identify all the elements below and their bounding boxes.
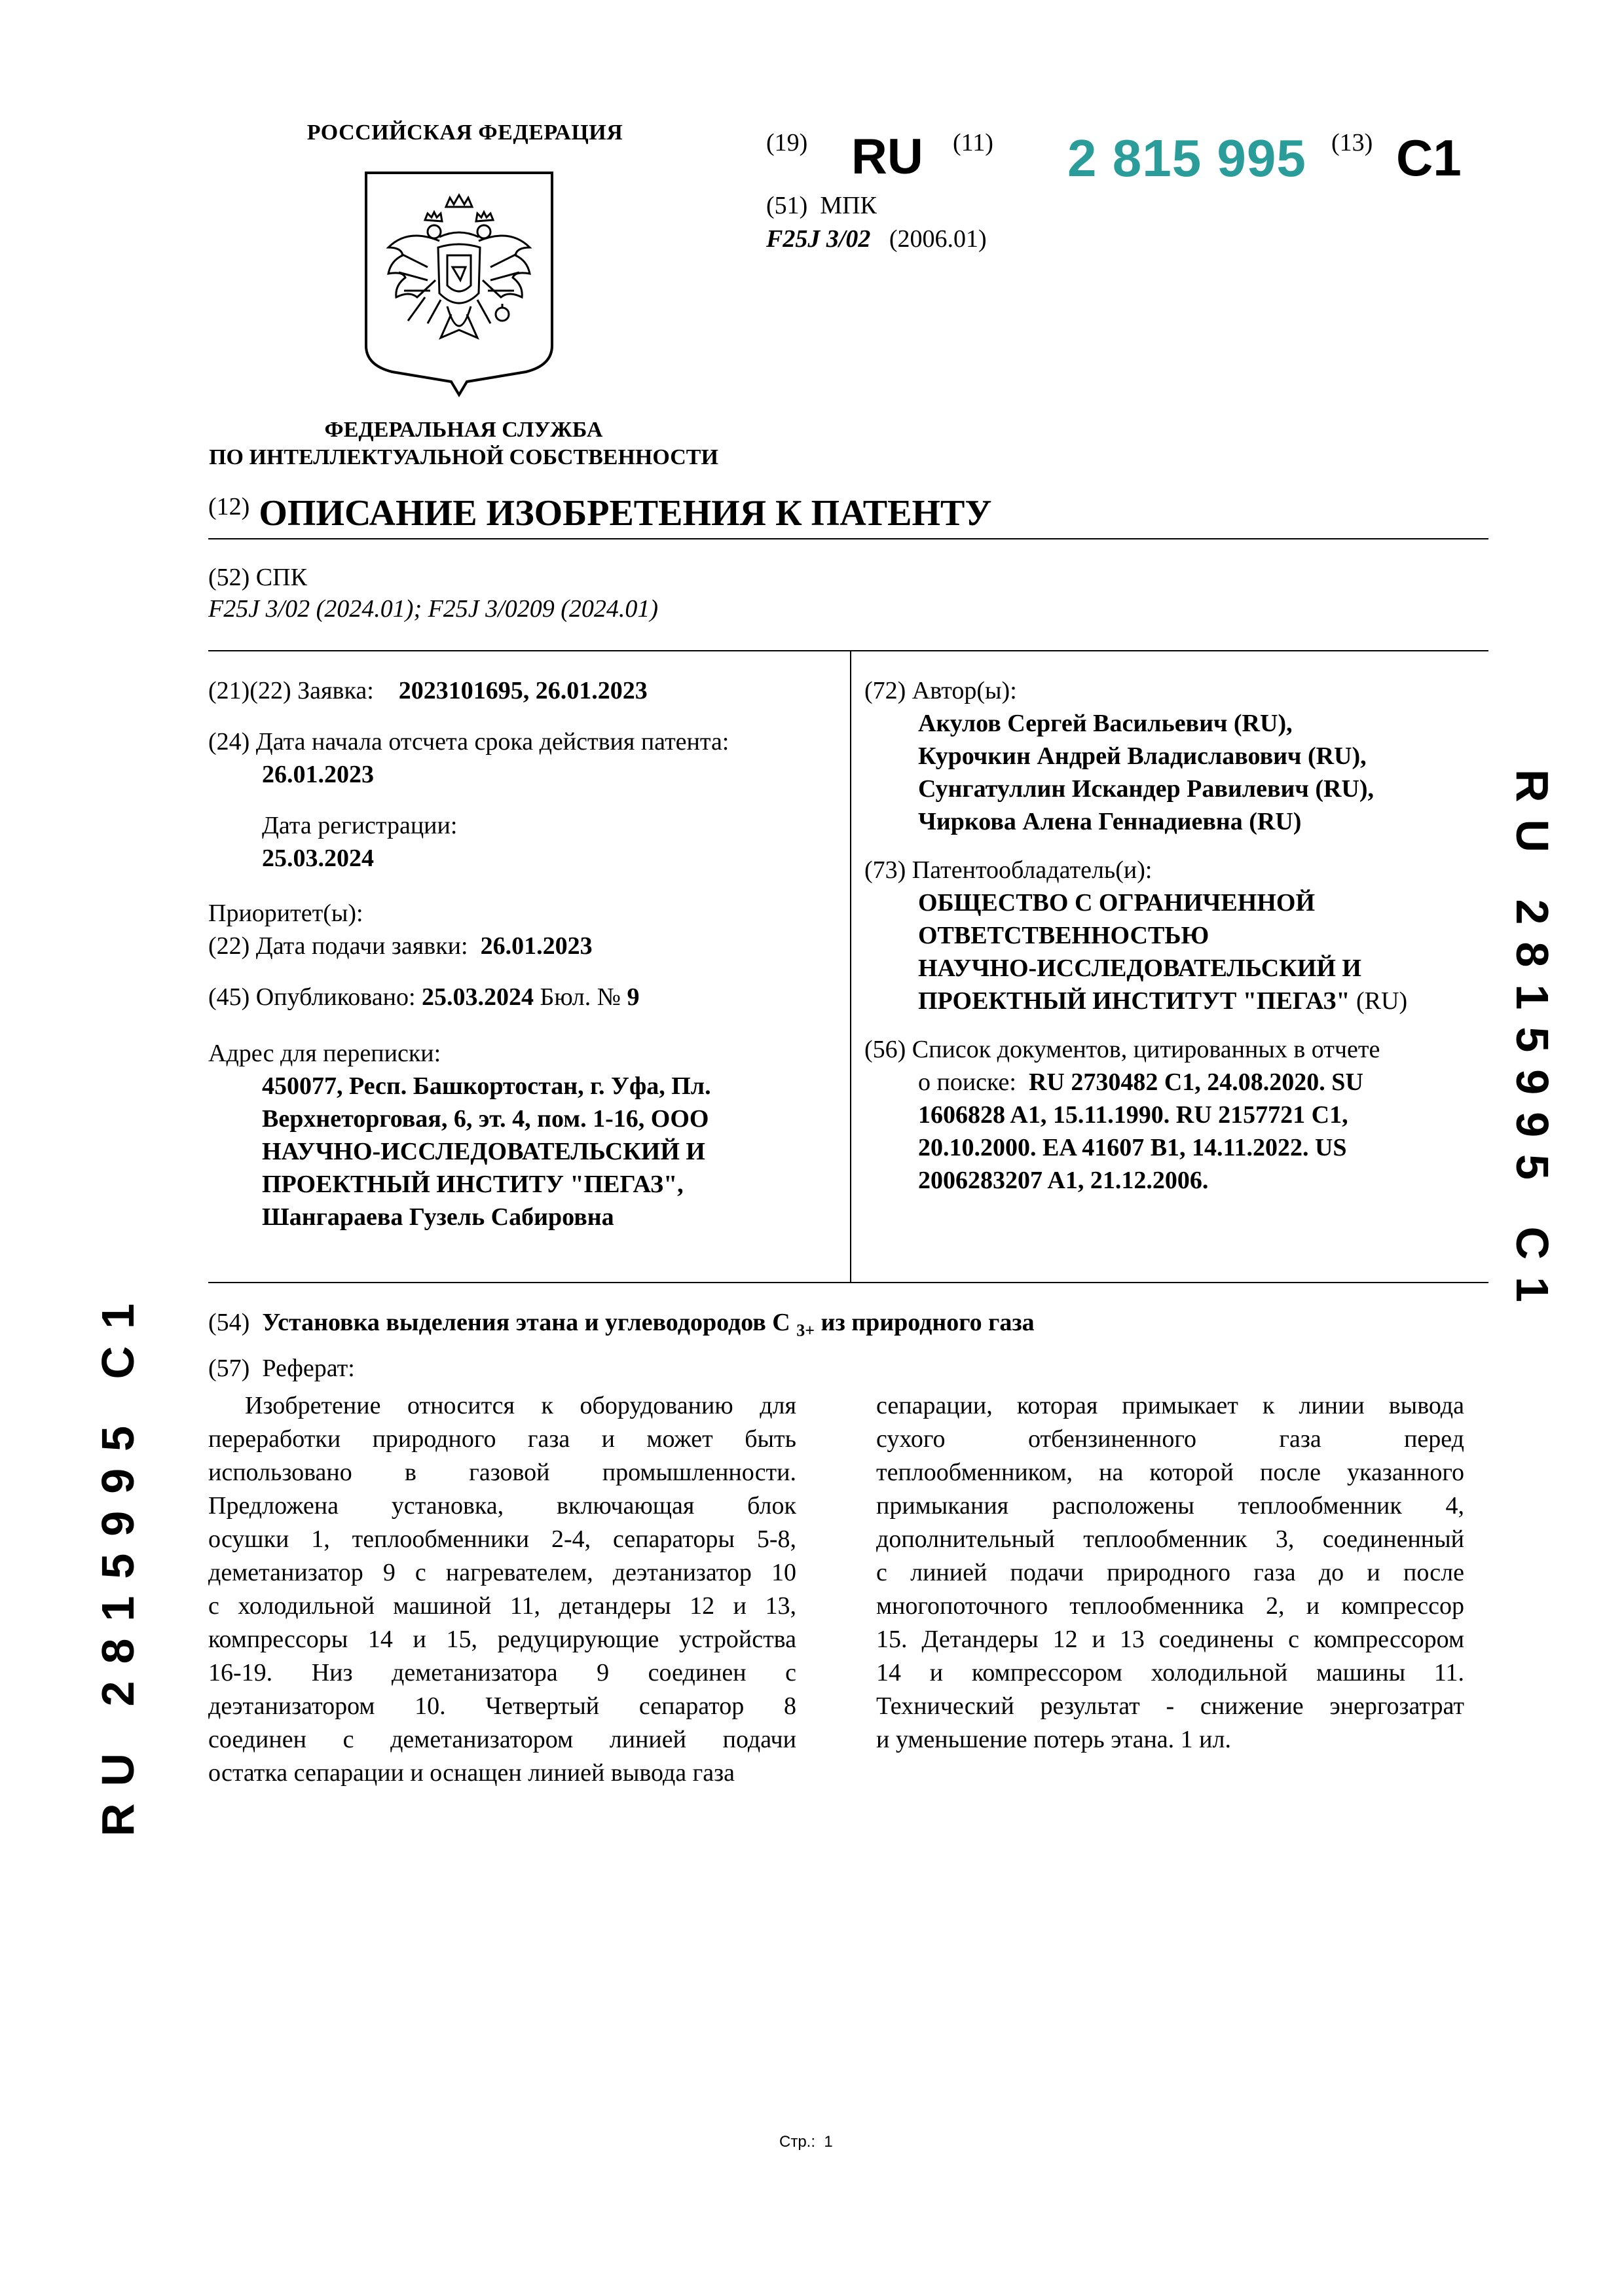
coat-of-arms-emblem	[362, 169, 556, 398]
ipc-version: (2006.01)	[889, 225, 987, 253]
ipc-classification	[766, 225, 987, 253]
doc-title: ОПИСАНИЕ ИЗОБРЕТЕНИЯ К ПАТЕНТУ	[259, 493, 992, 534]
agency-line-2: ПО ИНТЕЛЛЕКТУАЛЬНОЙ СОБСТВЕННОСТИ	[209, 445, 718, 469]
page-number: 1	[824, 2133, 833, 2151]
divider	[208, 538, 1488, 539]
abstract-label: Реферат:	[262, 1355, 355, 1382]
address-line: НАУЧНО-ИССЛЕДОВАТЕЛЬСКИЙ И	[262, 1138, 705, 1165]
abstract-line: сепарации, которая примыкает к линии вывода	[876, 1392, 1464, 1419]
application-value: 2023101695, 26.01.2023	[398, 677, 648, 704]
ipc-heading	[766, 191, 877, 220]
author: Чиркова Алена Геннадиевна (RU)	[918, 808, 1302, 835]
cited-line: 2006283207 A1, 21.12.2006.	[918, 1167, 1209, 1194]
owner-line: ПРОЕКТНЫЙ ИНСТИТУТ "ПЕГАЗ"	[918, 987, 1350, 1015]
document-type-title	[208, 492, 991, 534]
title-subscript: 3+	[796, 1321, 815, 1340]
patent-number: 2 815 995	[1067, 129, 1306, 187]
author: Сунгатуллин Искандер Равилевич (RU),	[918, 775, 1375, 803]
cited-line: 20.10.2000. EA 41607 B1, 14.11.2022. US	[918, 1134, 1347, 1161]
address-line: 450077, Респ. Башкортостан, г. Уфа, Пл.	[262, 1072, 711, 1100]
abstract-line: многопоточного теплообменника 2, и компрессор	[876, 1592, 1464, 1620]
country-code: RU	[851, 129, 923, 185]
address-label: Адрес для переписки:	[208, 1040, 441, 1067]
code-13: (13)	[1331, 129, 1373, 156]
author: Курочкин Андрей Владиславович (RU),	[918, 742, 1367, 770]
address-line: Шангараева Гузель Сабировна	[262, 1203, 614, 1231]
column-divider	[850, 650, 851, 1282]
bibliographic-right	[864, 674, 1486, 1215]
abstract-line: осушки 1, теплообменники 2-4, сепараторы 5-8,	[208, 1525, 796, 1553]
abstract-line: Изобретение относится к оборудованию для	[245, 1392, 796, 1419]
filing-label: (22) Дата подачи заявки:	[208, 932, 468, 960]
application-label: (21)(22) Заявка:	[208, 677, 374, 704]
side-patent-id-right: RU 2815995 C1	[1507, 769, 1558, 1319]
cited-line: 1606828 A1, 15.11.1990. RU 2157721 C1,	[918, 1101, 1348, 1129]
code-19: (19)	[766, 129, 808, 156]
abstract-line: и уменьшение потерь этана. 1 ил.	[876, 1726, 1231, 1753]
published-value: 25.03.2024	[422, 983, 534, 1011]
abstract-line: компрессоры 14 и 15, редуцирующие устройства	[208, 1626, 796, 1653]
abstract-line: остатка сепарации и оснащен линией вывода газа	[208, 1759, 735, 1787]
abstract-line: 14 и компрессором холодильной машины 11.	[876, 1659, 1464, 1686]
cpc-label: (52) СПК	[208, 564, 307, 591]
owner-country: (RU)	[1356, 987, 1408, 1015]
code-11: (11)	[953, 129, 993, 156]
title-text: Установка выделения этана и углеводородов С	[262, 1309, 790, 1336]
kind-code: C1	[1396, 129, 1462, 187]
page-footer	[779, 2133, 833, 2151]
cited-label: (56) Список документов, цитированных в отчете	[864, 1036, 1380, 1063]
abstract-line: деметанизатор 9 с нагревателем, деэтанизатор 10	[208, 1559, 796, 1586]
abstract-line: с холодильной машиной 11, детандеры 12 и 13,	[208, 1592, 796, 1620]
divider	[208, 1282, 1488, 1283]
owner-last-row	[864, 985, 1486, 1017]
agency-name	[169, 416, 758, 471]
country-name: РОССИЙСКАЯ ФЕДЕРАЦИЯ	[306, 120, 623, 145]
address-line: Верхнеторговая, 6, эт. 4, пом. 1-16, ООО	[262, 1105, 709, 1133]
abstract-line: с линией подачи природного газа до и после	[876, 1559, 1464, 1586]
owner-line: ОТВЕТСТВЕННОСТЬЮ	[918, 922, 1209, 949]
cpc-value: F25J 3/02 (2024.01); F25J 3/0209 (2024.01)	[208, 595, 659, 623]
invention-title	[208, 1308, 1035, 1341]
filing-value: 26.01.2023	[480, 932, 593, 960]
agency-line-1: ФЕДЕРАЛЬНАЯ СЛУЖБА	[324, 418, 603, 442]
author: Акулов Сергей Васильевич (RU),	[918, 710, 1293, 737]
address-line: ПРОЕКТНЫЙ ИНСТИТУ "ПЕГАЗ",	[262, 1171, 684, 1198]
filing-row	[208, 930, 837, 962]
page-label: Стр.:	[779, 2133, 816, 2151]
code-54: (54)	[208, 1309, 250, 1336]
term-start-value: 26.01.2023	[262, 761, 374, 788]
owner-line: ОБЩЕСТВО С ОГРАНИЧЕННОЙ	[918, 889, 1315, 917]
divider	[208, 650, 1488, 651]
priority-label: Приоритет(ы):	[208, 900, 363, 927]
published-label: (45) Опубликовано:	[208, 983, 416, 1011]
abstract-column-right	[876, 1389, 1464, 1757]
authors-label: (72) Автор(ы):	[864, 677, 1017, 704]
abstract-line: 15. Детандеры 12 и 13 соединены с компрессором	[876, 1626, 1464, 1653]
registration-value: 25.03.2024	[262, 845, 374, 872]
bulletin-value: 9	[627, 983, 640, 1011]
bulletin-label: Бюл. №	[540, 983, 621, 1011]
abstract-line: Технический результат - снижение энергозатрат	[876, 1692, 1464, 1720]
cited-line: RU 2730482 C1, 24.08.2020. SU	[1028, 1068, 1363, 1096]
code-57: (57)	[208, 1355, 250, 1382]
owner-label: (73) Патентообладатель(и):	[864, 856, 1153, 884]
abstract-line: деэтанизатором 10. Четвертый сепаратор 8	[208, 1692, 796, 1720]
ipc-class: F25J 3/02	[766, 225, 871, 253]
published-row	[208, 981, 837, 1013]
term-start-label: (24) Дата начала отсчета срока действия патента:	[208, 728, 729, 756]
abstract-line: теплообменником, на которой после указанного	[876, 1459, 1464, 1486]
abstract-line: соединен с деметанизатором линией подачи	[208, 1726, 796, 1753]
cited-first-row	[864, 1066, 1486, 1099]
abstract-line: дополнительный теплообменник 3, соединенный	[876, 1525, 1464, 1553]
side-patent-id-left: RU 2815995 C1	[92, 1286, 143, 1836]
abstract-column-left	[208, 1389, 796, 1790]
registration-label: Дата регистрации:	[262, 812, 458, 839]
ipc-label: МПК	[820, 192, 877, 219]
abstract-heading	[208, 1354, 355, 1383]
abstract-line: Предложена установка, включающая блок	[208, 1492, 796, 1520]
abstract-line: примыкания расположены теплообменник 4,	[876, 1492, 1464, 1520]
abstract-line: использовано в газовой промышленности.	[208, 1459, 796, 1486]
abstract-line: переработки природного газа и может быть	[208, 1425, 796, 1453]
code-12: (12)	[208, 493, 250, 520]
owner-line: НАУЧНО-ИССЛЕДОВАТЕЛЬСКИЙ И	[918, 955, 1361, 982]
application-row	[208, 674, 837, 707]
cited-prefix: о поиске:	[918, 1068, 1016, 1096]
abstract-line: сухого отбензиненного газа перед	[876, 1425, 1464, 1453]
code-51: (51)	[766, 192, 808, 219]
title-text-end: из природного газа	[821, 1309, 1035, 1336]
abstract-line: 16-19. Низ деметанизатора 9 соединен с	[208, 1659, 796, 1686]
bibliographic-left	[208, 674, 837, 1252]
